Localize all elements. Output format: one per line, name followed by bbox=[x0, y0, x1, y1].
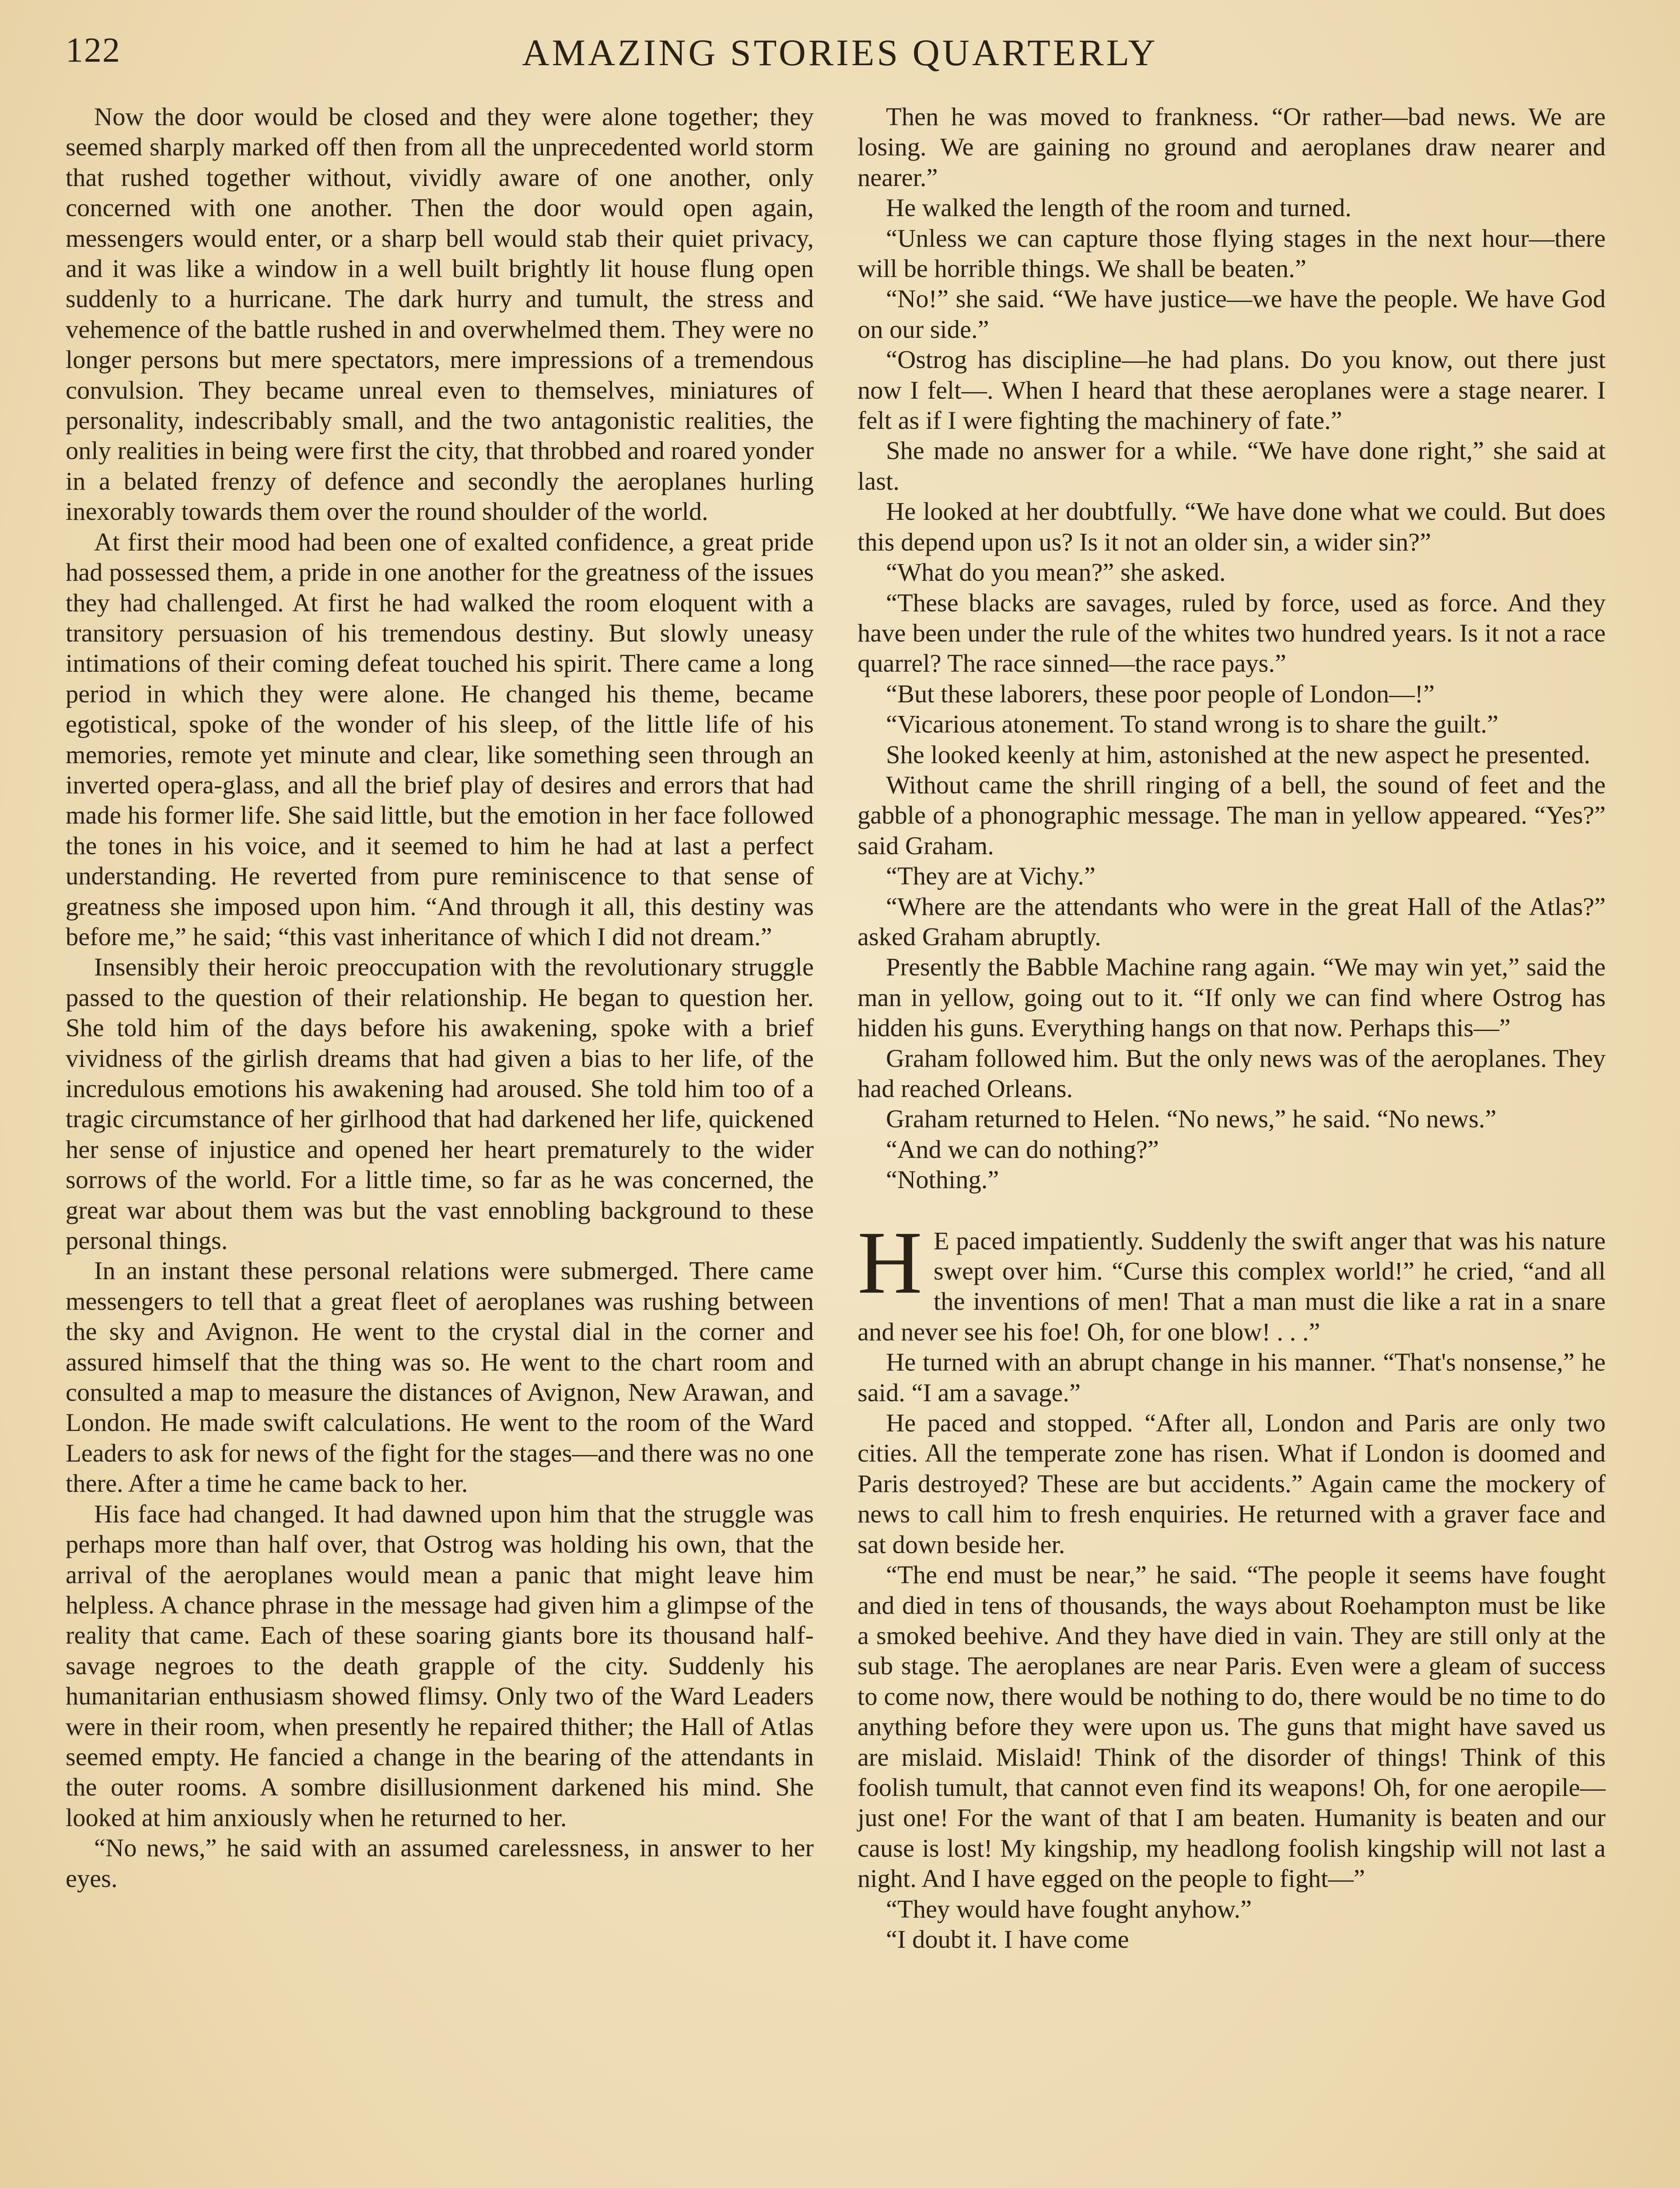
paragraph: He walked the length of the room and turned. bbox=[886, 193, 1352, 222]
paragraph: Now the door would be closed and they were alone together; they seemed sharply marked off then from all the unprecedented world storm that rushed together without, vividly aware of one another, only concerned with one another. Then the door would open again, messengers would enter, or a sharp bell would stab their quiet privacy, and it was like a window in a well built brightly lit house flung open suddenly to a hurricane. The dark hurry and tumult, the stress and vehemence of the battle rushed in and overwhelmed them. They were no longer persons but mere spectators, mere impressions of a tremendous convulsion. They became unreal even to themselves, miniatures of personality, indescribably small, and the two antagonistic realities, the only realities in being were first the city, that throbbed and roared yonder in a belated frenzy of defence and secondly the aeroplanes hurling inexorably towards them over the round shoulder of the world. bbox=[66, 102, 814, 526]
page-number: 122 bbox=[66, 31, 121, 70]
section-break bbox=[858, 1195, 1606, 1226]
paragraph: Insensibly their heroic preoccupation with the revolutionary struggle passed to the question of their relationship. He began to question her. She told him of the days before his awakening, spoke with a brief vividness of the girlish dreams that had given a bias to her life, of the incredulous emotions his awakening had aroused. She told him too of a tragic circumstance of her girlhood that had darkened her life, quickened her sense of injustice and opened her heart prematurely to the wider sorrows of the world. For a little time, so far as he was concerned, the great war about them was but the vast ennobling background to these personal things. bbox=[66, 953, 814, 1255]
paragraph: She looked keenly at him, astonished at the new aspect he presented. bbox=[886, 740, 1590, 769]
paragraph: “Vicarious atonement. To stand wrong is to share the guilt.” bbox=[886, 710, 1498, 739]
paragraph: Graham returned to Helen. “No news,” he said. “No news.” bbox=[886, 1105, 1497, 1133]
running-head-title: AMAZING STORIES QUARTERLY bbox=[522, 32, 1158, 74]
paragraph: “I doubt it. I have come bbox=[886, 1925, 1129, 1953]
paragraph: “The end must be near,” he said. “The people it seems have fought and died in tens of thousands, the ways about Roehampton must be like a smoked beehive. And they have died in vain. They are still only at the sub stage. The aeroplanes are near Paris. Even were a gleam of success to come now, there would be nothing to do, there would be no time to do anything before they were upon us. The guns that might have saved us are mislaid. Mislaid! Think of the disorder of things! Think of this foolish tumult, that cannot even find its weapons! Oh, for one aeropile—just one! For the want of that I am beaten. Humanity is beaten and our cause is lost! My kingship, my headlong foolish kingship will not last a night. And I have egged on the people to fight—” bbox=[858, 1560, 1606, 1893]
paragraph: “Ostrog has discipline—he had plans. Do you know, out there just now I felt—. When I heard that these aeroplanes were a stage nearer. I felt as if I were fighting the machinery of fate.” bbox=[858, 345, 1606, 435]
paragraph: “What do you mean?” she asked. bbox=[886, 558, 1226, 587]
paragraph: “Where are the attendants who were in the great Hall of the Atlas?” asked Graham abruptly. bbox=[858, 892, 1606, 951]
paragraph: “These blacks are savages, ruled by force, used as force. And they have been under the rule of the whites two hundred years. Is it not a race quarrel? The race sinned—the race pays.” bbox=[858, 588, 1606, 678]
paragraph: He looked at her doubtfully. “We have done what we could. But does this depend upon us? Is it not an older sin, a wider sin?” bbox=[858, 497, 1606, 556]
left-column bbox=[66, 102, 814, 1893]
paragraph: He turned with an abrupt change in his manner. “That's nonsense,” he said. “I am a savage.” bbox=[858, 1348, 1606, 1407]
paragraph: “But these laborers, these poor people of London—!” bbox=[886, 679, 1435, 708]
dropcap-paragraph-text: E paced impatiently. Suddenly the swift anger that was his nature swept over him. “Curse this complex world!” he cried, “and all the inventions of men! That a man must die like a rat in a snare and never see his foe! Oh, for one blow! . . .” bbox=[858, 1226, 1606, 1346]
paragraph: At first their mood had been one of exalted confidence, a great pride had possessed them, a pride in one another for the greatness of the issues they had challenged. At first he had walked the room eloquent with a transitory persuasion of his tremendous destiny. But slowly uneasy intimations of their coming defeat touched his spirit. There came a long period in which they were alone. He changed his theme, became egotistical, spoke of the wonder of his sleep, of the little life of his memories, remote yet minute and clear, like something seen through an inverted opera-glass, and all the brief play of desires and errors that had made his former life. She said little, but the emotion in her face followed the tones in his voice, and it seemed to him he had at last a perfect understanding. He reverted from pure reminiscence to that sense of greatness she imposed upon him. “And through it all, this destiny was before me,” he said; “this vast inheritance of which I did not dream.” bbox=[66, 527, 814, 951]
right-column bbox=[858, 102, 1606, 1954]
paragraph: Then he was moved to frankness. “Or rather—bad news. We are losing. We are gaining no ground and aeroplanes draw nearer and nearer.” bbox=[858, 102, 1606, 192]
dropcap-paragraph bbox=[858, 1213, 1606, 1347]
drop-cap-initial: H bbox=[858, 1213, 923, 1312]
paragraph: “And we can do nothing?” bbox=[886, 1135, 1159, 1164]
paragraph: His face had changed. It had dawned upon him that the struggle was perhaps more than half over, that Ostrog was holding his own, that the arrival of the aeroplanes would mean a panic that might leave him helpless. A chance phrase in the message had given him a glimpse of the reality that came. Each of these soaring giants bore its thousand half-savage negroes to the death grapple of the city. Suddenly his humanitarian enthusiasm showed flimsy. Only two of the Ward Leaders were in their room, when presently he repaired thither; the Hall of Atlas seemed empty. He fancied a change in the bearing of the attendants in the outer rooms. A sombre disillusionment darkened his mind. She looked at him anxiously when he returned to her. bbox=[66, 1499, 814, 1832]
page-header bbox=[66, 27, 1614, 84]
paragraph: Without came the shrill ringing of a bell, the sound of feet and the gabble of a phonographic message. The man in yellow appeared. “Yes?” said Graham. bbox=[858, 770, 1606, 860]
paragraph: “Nothing.” bbox=[886, 1165, 999, 1194]
paragraph: She made no answer for a while. “We have done right,” she said at last. bbox=[858, 436, 1606, 495]
paragraph: Graham followed him. But the only news was of the aeroplanes. They had reached Orleans. bbox=[858, 1044, 1606, 1103]
paragraph: He paced and stopped. “After all, London and Paris are only two cities. All the temperate zone has risen. What if London is doomed and Paris destroyed? These are but accidents.” Again came the mockery of news to call him to fresh enquiries. He returned with a graver face and sat down beside her. bbox=[858, 1409, 1606, 1559]
paragraph: “They would have fought anyhow.” bbox=[886, 1894, 1252, 1923]
paragraph: In an instant these personal relations were submerged. There came messengers to tell that a great fleet of aeroplanes was rushing between the sky and Avignon. He went to the crystal dial in the corner and assured himself that the thing was so. He went to the chart room and consulted a map to measure the distances of Avignon, New Arawan, and London. He made swift calculations. He went to the room of the Ward Leaders to ask for news of the fight for the stages—and there was no one there. After a time he came back to her. bbox=[66, 1256, 814, 1498]
paragraph: “No news,” he said with an assumed carelessness, in answer to her eyes. bbox=[66, 1834, 814, 1893]
paragraph: “No!” she said. “We have justice—we have the people. We have God on our side.” bbox=[858, 284, 1606, 344]
paragraph: “They are at Vichy.” bbox=[886, 862, 1096, 891]
paragraph: “Unless we can capture those flying stages in the next hour—there will be horrible things. We shall be beaten.” bbox=[858, 224, 1606, 283]
paragraph: Presently the Babble Machine rang again. “We may win yet,” said the man in yellow, going out to it. “If only we can find where Ostrog has hidden his guns. Everything hangs on that now. Perhaps this—” bbox=[858, 953, 1606, 1042]
